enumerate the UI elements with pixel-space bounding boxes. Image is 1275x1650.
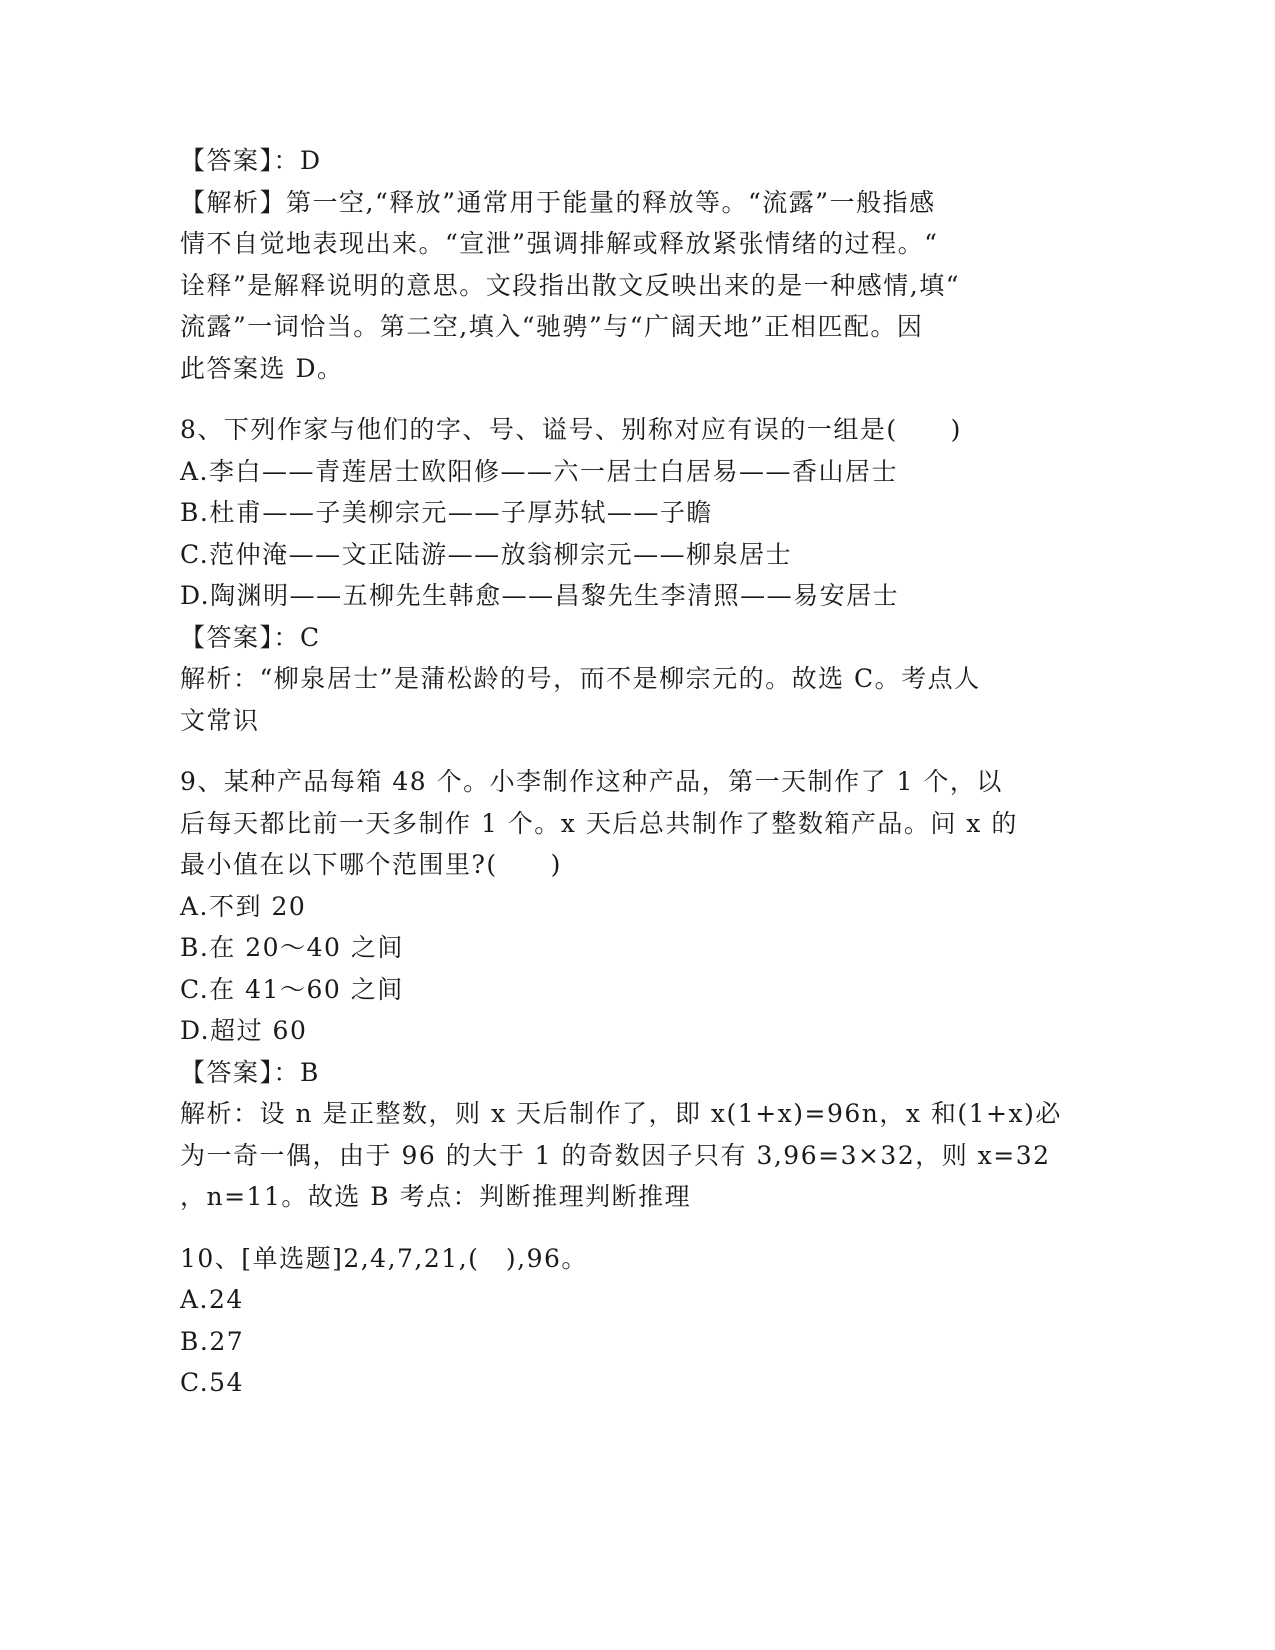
option-a: A.李白——青莲居士欧阳修——六一居士白居易——香山居士 xyxy=(180,456,899,486)
option-b: B.杜甫——子美柳宗元——子厚苏轼——子瞻 xyxy=(180,498,713,527)
option-c: C.范仲淹——文正陆游——放翁柳宗元——柳泉居士 xyxy=(180,539,793,569)
question-stem: 9、某种产品每箱 48 个。小李制作这种产品，第一天制作了 1 个，以 xyxy=(180,767,1003,796)
analysis-line: 解析：“柳泉居士”是蒲松龄的号，而不是柳宗元的。故选 C。考点人 xyxy=(180,664,981,693)
option-c: C.54 xyxy=(180,1368,244,1397)
analysis-line: 文常识 xyxy=(180,705,260,735)
document-page xyxy=(180,140,1060,1404)
option-d: D.超过 60 xyxy=(180,1016,308,1045)
question-stem: 8、下列作家与他们的字、号、谥号、别称对应有误的一组是( ) xyxy=(180,415,962,444)
question-8 xyxy=(180,409,1060,741)
question-9 xyxy=(180,761,1060,1218)
analysis-line: 流露”一词恰当。第二空,填入“驰骋”与“广阔天地”正相匹配。因 xyxy=(180,312,924,341)
option-b: B.27 xyxy=(180,1326,245,1356)
question-7-tail xyxy=(180,140,1060,389)
answer-line: 【答案】：D xyxy=(180,146,322,175)
analysis-line: 诠释”是解释说明的意思。文段指出散文反映出来的是一种感情,填“ xyxy=(180,270,961,300)
analysis-line: 此答案选 D。 xyxy=(180,353,344,383)
answer-line: 【答案】：C xyxy=(180,622,321,652)
analysis-line: 为一奇一偶，由于 96 的大于 1 的奇数因子只有 3,96=3×32，则 x=32 xyxy=(180,1140,1051,1170)
option-d: D.陶渊明——五柳先生韩愈——昌黎先生李清照——易安居士 xyxy=(180,581,900,610)
question-stem: 后每天都比前一天多制作 1 个。x 天后总共制作了整数箱产品。问 x 的 xyxy=(180,808,1018,838)
analysis-line: 解析：设 n 是正整数，则 x 天后制作了，即 x(1+x)=96n，x 和(1+x)必 xyxy=(180,1099,1062,1128)
analysis-line: ，n=11。故选 B 考点：判断推理判断推理 xyxy=(180,1182,692,1211)
answer-line: 【答案】：B xyxy=(180,1057,320,1087)
analysis-line: 【解析】第一空,“释放”通常用于能量的释放等。“流露”一般指感 xyxy=(180,187,936,217)
option-a: A.24 xyxy=(180,1285,244,1314)
option-c: C.在 41～60 之间 xyxy=(180,974,404,1004)
question-stem: 10、[单选题]2,4,7,21,( ),96。 xyxy=(180,1243,588,1273)
option-b: B.在 20～40 之间 xyxy=(180,933,404,962)
question-10 xyxy=(180,1238,1060,1404)
option-a: A.不到 20 xyxy=(180,891,307,921)
question-stem: 最小值在以下哪个范围里?( ) xyxy=(180,850,562,879)
analysis-line: 情不自觉地表现出来。“宣泄”强调排解或释放紧张情绪的过程。“ xyxy=(180,229,939,258)
